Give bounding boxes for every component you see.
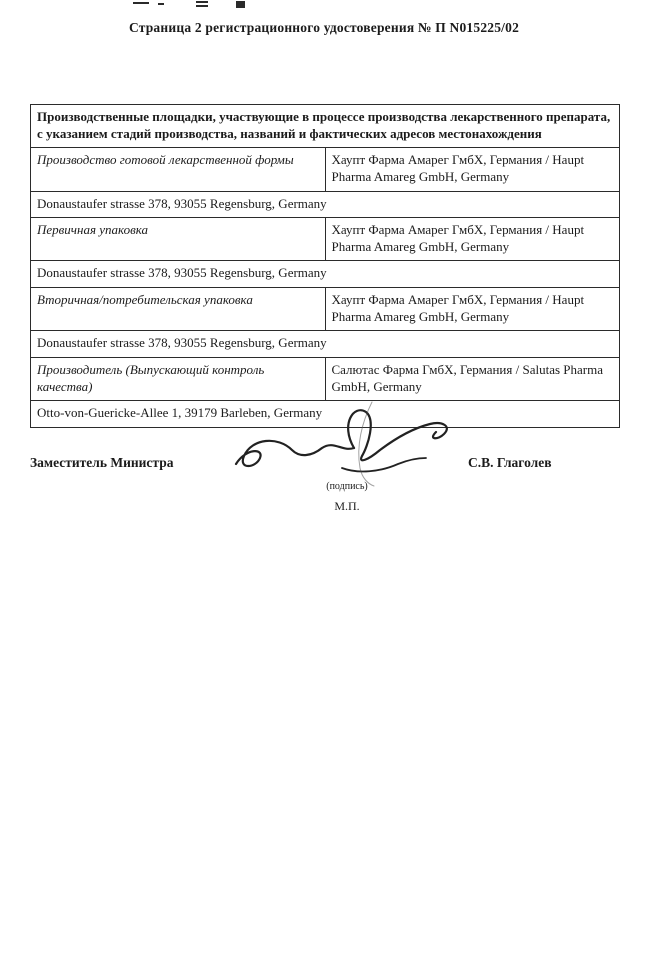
address-cell: Otto-von-Guericke-Allee 1, 39179 Barleben, Germany: [31, 401, 620, 428]
stamp-mark: М.П.: [334, 499, 360, 513]
table-row: [31, 148, 620, 191]
address-cell: Donaustaufer strasse 378, 93055 Regensburg, Germany: [31, 331, 620, 358]
scan-artifact: [236, 1, 245, 8]
page-title: Страница 2 регистрационного удостоверения № П N015225/02: [128, 20, 520, 35]
scan-artifact: [158, 3, 164, 5]
manufacturer-cell: Хаупт Фарма Амарег ГмбХ, Германия / Haupt Pharma Amareg GmbH, Germany: [325, 218, 620, 261]
manufacturer-cell: Хаупт Фарма Амарег ГмбХ, Германия / Haupt Pharma Amareg GmbH, Germany: [325, 148, 620, 191]
stage-cell: Первичная упаковка: [31, 218, 326, 261]
table-header-row: [31, 105, 620, 148]
table-row: [31, 218, 620, 261]
table-row: [31, 357, 620, 400]
scan-artifact: [196, 1, 208, 3]
scan-artifact: [196, 5, 208, 7]
official-name: С.В. Глаголев: [468, 455, 552, 470]
stage-cell: Производство готовой лекарственной формы: [31, 148, 326, 191]
manufacturer-cell: Салютас Фарма ГмбХ, Германия / Salutas Pharma GmbH, Germany: [325, 357, 620, 400]
table-row: [31, 331, 620, 358]
address-cell: Donaustaufer strasse 378, 93055 Regensburg, Germany: [31, 261, 620, 288]
table-row: [31, 261, 620, 288]
signature-caption: (подпись): [326, 481, 368, 492]
stage-cell: Вторичная/потребительская упаковка: [31, 288, 326, 331]
manufacturer-cell: Хаупт Фарма Амарег ГмбХ, Германия / Haupt Pharma Amareg GmbH, Germany: [325, 288, 620, 331]
table-header: Производственные площадки, участвующие в процессе производства лекарственного препарата, с указанием стадий производства, названий и фактических адресов местонахождения: [31, 105, 620, 148]
handwritten-signature: [222, 398, 482, 490]
table-row: [31, 191, 620, 218]
table-row: [31, 288, 620, 331]
stage-cell: Производитель (Выпускающий контроль качества): [31, 357, 326, 400]
manufacturing-sites-table: [30, 104, 620, 428]
official-title: Заместитель Министра: [30, 455, 174, 470]
address-cell: Donaustaufer strasse 378, 93055 Regensburg, Germany: [31, 191, 620, 218]
scan-artifact: [133, 2, 149, 4]
